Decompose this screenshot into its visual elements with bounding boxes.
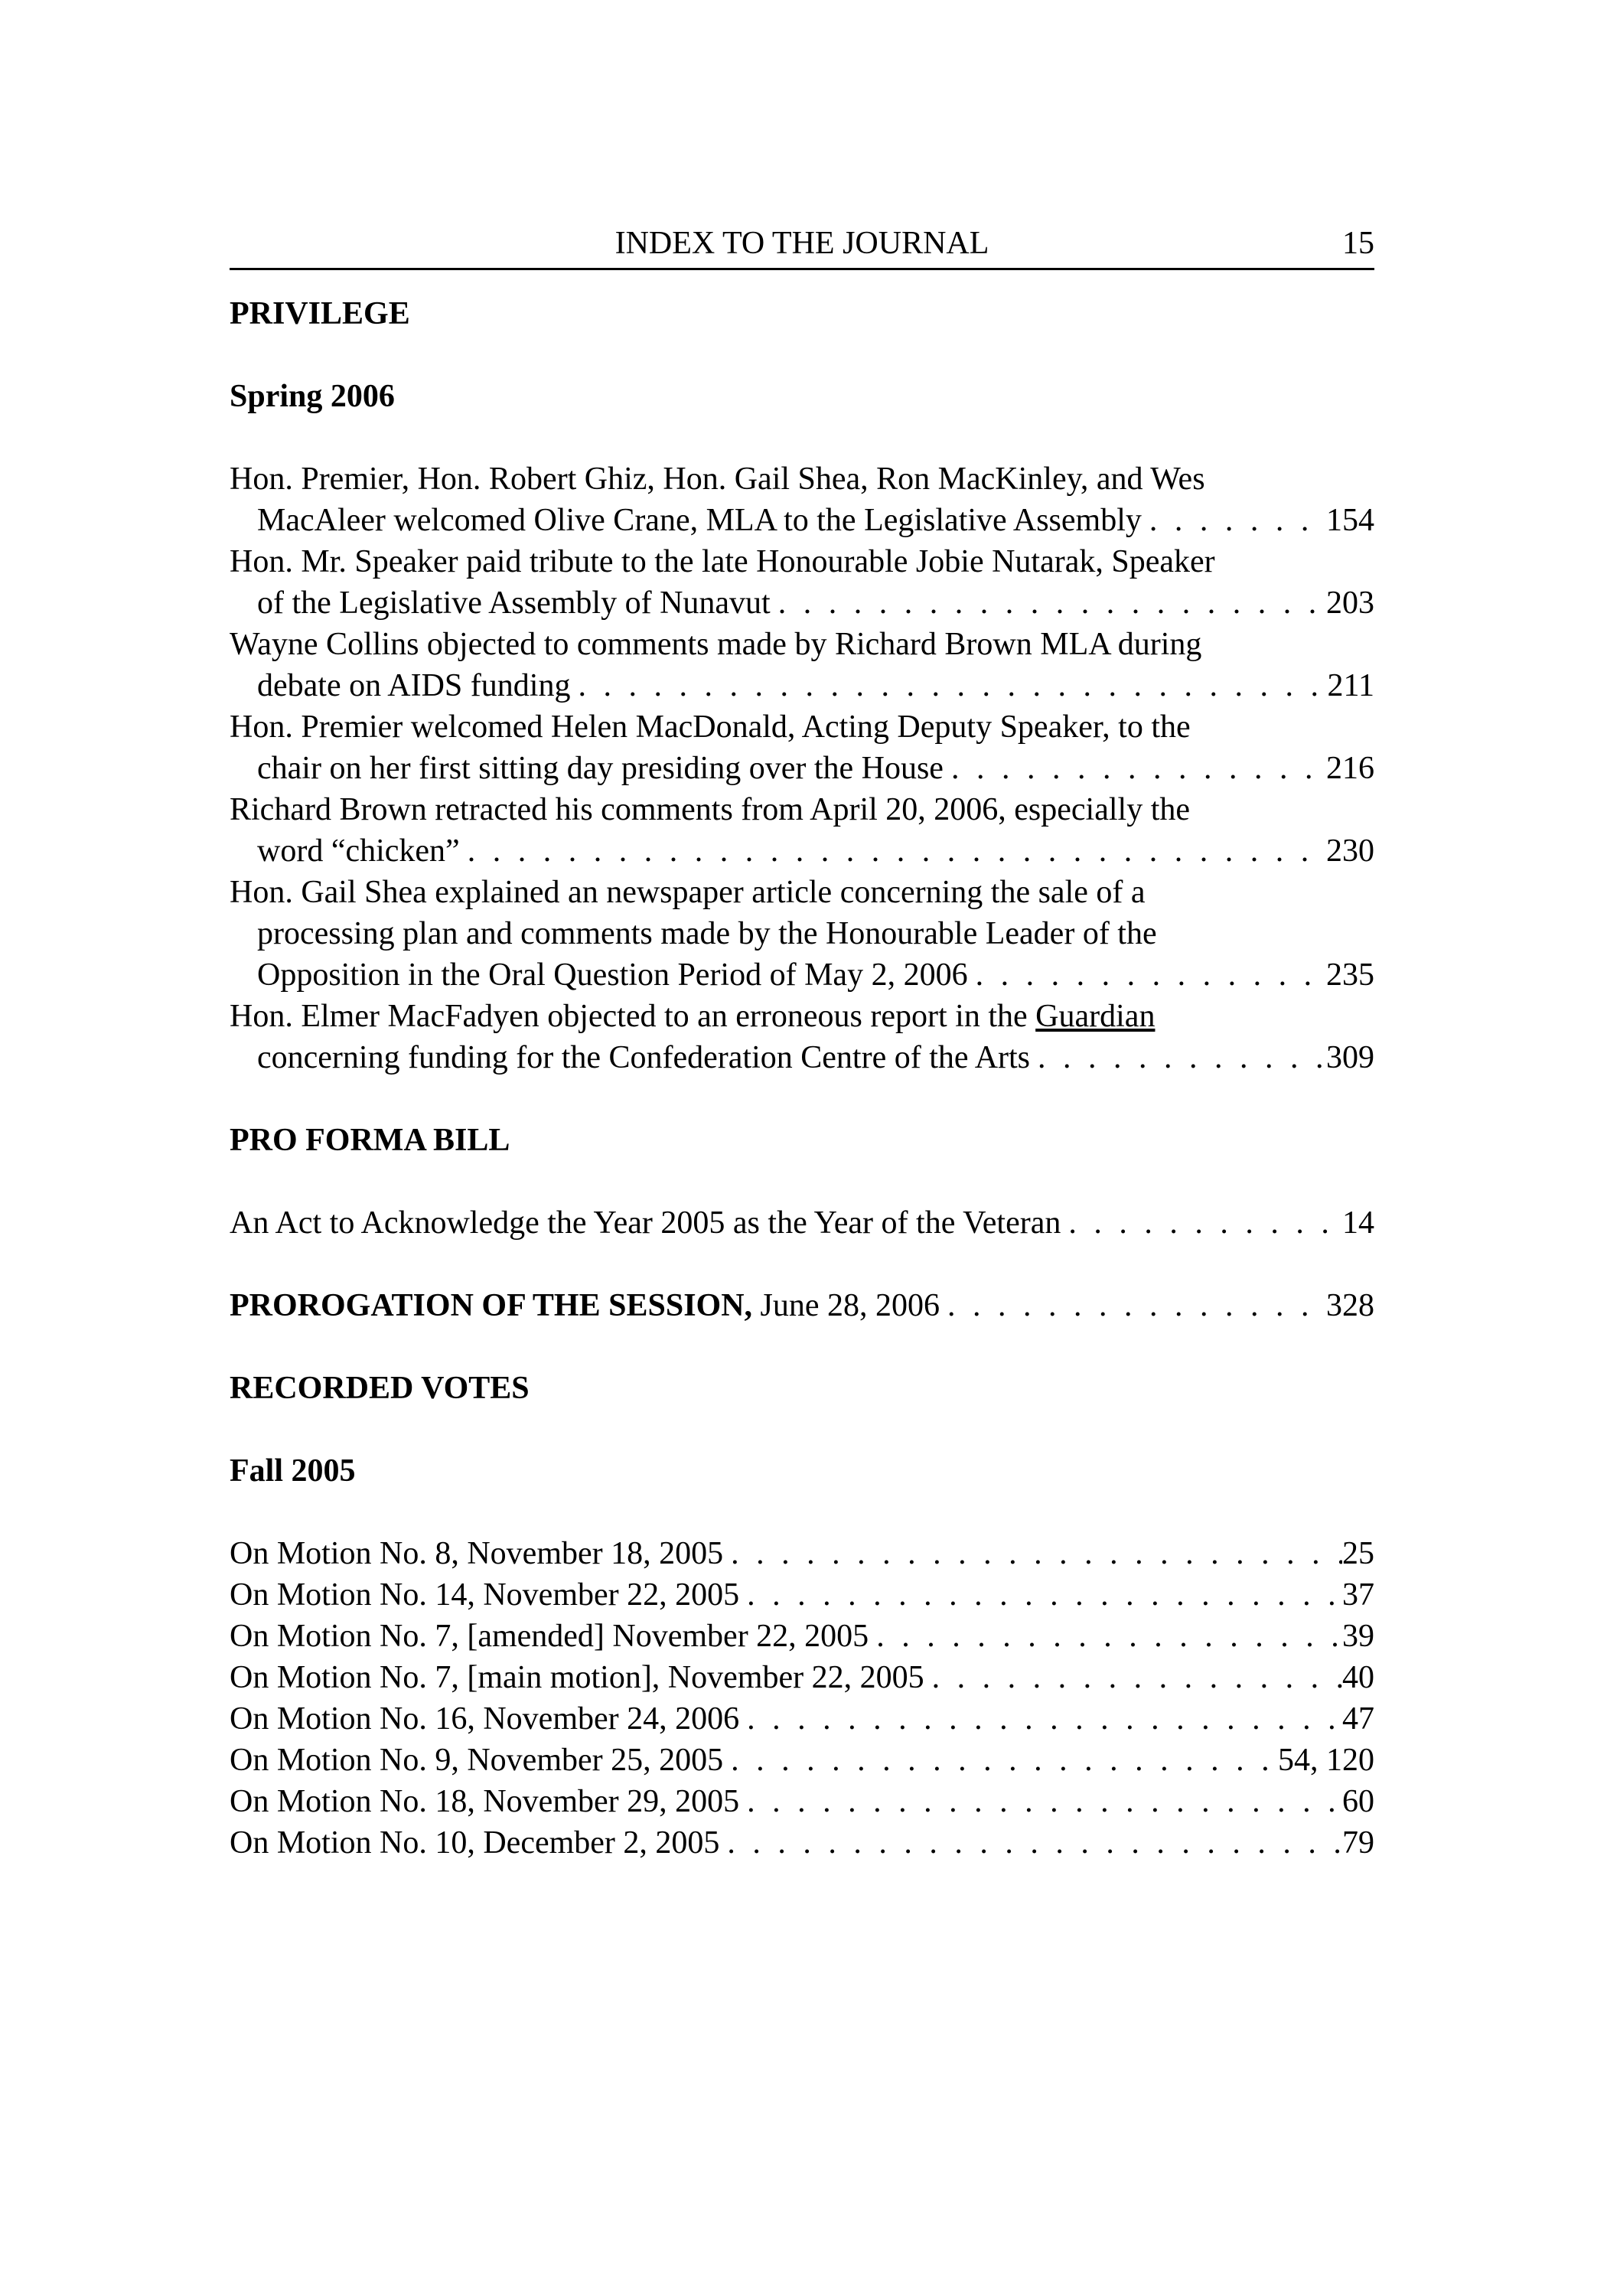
- running-header: [230, 222, 1374, 270]
- dot-leader: [739, 1781, 1342, 1822]
- dot-leader: [1142, 500, 1326, 541]
- dot-leader: [719, 1822, 1342, 1864]
- entry-page-ref: 25: [1342, 1536, 1374, 1571]
- index-entry: [230, 458, 1374, 541]
- section-heading-privilege: PRIVILEGE: [230, 296, 410, 331]
- running-title: INDEX TO THE JOURNAL: [614, 226, 989, 261]
- entry-text: debate on AIDS funding: [257, 668, 571, 703]
- guardian-title: Guardian: [1035, 999, 1156, 1034]
- entry-leader-line: [230, 500, 1374, 541]
- index-entry: [230, 1202, 1374, 1244]
- entry-leader-line: [230, 748, 1374, 789]
- subheading-fall-2005: Fall 2005: [230, 1453, 356, 1489]
- entry-text: Opposition in the Oral Question Period of May 2, 2006: [257, 957, 968, 993]
- dot-leader: [1030, 1037, 1326, 1078]
- dot-leader: [1061, 1202, 1342, 1244]
- index-page: [230, 222, 1374, 1864]
- entry-page-ref: 216: [1326, 751, 1374, 786]
- entry-page-ref: 47: [1342, 1701, 1374, 1737]
- entry-page-ref: 309: [1326, 1040, 1374, 1075]
- index-entry: [230, 1781, 1374, 1822]
- dot-leader: [460, 830, 1326, 872]
- index-entry: [230, 872, 1374, 996]
- entry-text: concerning funding for the Confederation Centre of the Arts: [257, 1040, 1031, 1075]
- dot-leader: [723, 1533, 1342, 1574]
- entry-line: Hon. Premier welcomed Helen MacDonald, Acting Deputy Speaker, to the: [230, 709, 1191, 745]
- recorded-votes-entries: [230, 1533, 1374, 1864]
- entry-text: chair on her first sitting day presiding over the House: [257, 751, 944, 786]
- entry-page-ref: 328: [1326, 1288, 1374, 1323]
- entry-page-ref: 235: [1326, 957, 1374, 993]
- entry-leader-line: [230, 582, 1374, 624]
- entry-page-ref: 37: [1342, 1577, 1374, 1613]
- entry-leader-line: [230, 1037, 1374, 1078]
- dot-leader: [739, 1698, 1342, 1740]
- entry-page-ref: 203: [1326, 585, 1374, 621]
- index-entry: [230, 996, 1374, 1078]
- entry-page-ref: 14: [1342, 1205, 1374, 1241]
- entry-line: Wayne Collins objected to comments made by Richard Brown MLA during: [230, 627, 1202, 662]
- entry-text: of the Legislative Assembly of Nunavut: [257, 585, 771, 621]
- index-entry: [230, 1657, 1374, 1698]
- entry-text: [230, 1285, 940, 1326]
- dot-leader: [924, 1657, 1342, 1698]
- entry-leader-line: [230, 665, 1374, 706]
- entry-text: Hon. Elmer MacFadyen objected to an erroneous report in the: [230, 999, 1036, 1034]
- index-entry: [230, 789, 1374, 872]
- entry-text: MacAleer welcomed Olive Crane, MLA to the Legislative Assembly: [257, 503, 1142, 538]
- index-entry: [230, 1698, 1374, 1740]
- dot-leader: [739, 1574, 1342, 1616]
- entry-line: processing plan and comments made by the Honourable Leader of the: [257, 916, 1157, 951]
- section-heading-prorogation: PROROGATION OF THE SESSION,: [230, 1288, 753, 1323]
- entry-text: On Motion No. 18, November 29, 2005: [230, 1784, 740, 1819]
- prorogation-date: June 28, 2006: [752, 1288, 940, 1323]
- entry-page-ref: 60: [1342, 1784, 1374, 1819]
- prorogation-entry: [230, 1285, 1374, 1326]
- section-heading-recorded-votes: RECORDED VOTES: [230, 1371, 530, 1406]
- entry-leader-line: [230, 830, 1374, 872]
- entry-text: On Motion No. 14, November 22, 2005: [230, 1577, 740, 1613]
- section-heading-pro-forma: PRO FORMA BILL: [230, 1123, 510, 1158]
- dot-leader: [570, 665, 1327, 706]
- entry-page-ref: 211: [1327, 668, 1374, 703]
- entry-line: Richard Brown retracted his comments from April 20, 2006, especially the: [230, 792, 1191, 827]
- dot-leader: [723, 1740, 1278, 1781]
- entry-text: An Act to Acknowledge the Year 2005 as the Year of the Veteran: [230, 1205, 1061, 1241]
- dot-leader: [771, 582, 1326, 624]
- index-entry: [230, 706, 1374, 789]
- subheading-spring-2006: Spring 2006: [230, 379, 395, 414]
- entry-page-ref: 79: [1342, 1825, 1374, 1861]
- index-entry: [230, 1533, 1374, 1574]
- entry-line: [230, 996, 1374, 1037]
- entry-line: Hon. Mr. Speaker paid tribute to the late Honourable Jobie Nutarak, Speaker: [230, 544, 1215, 579]
- entry-text: On Motion No. 10, December 2, 2005: [230, 1825, 720, 1861]
- index-entry: [230, 541, 1374, 624]
- entry-page-ref: 39: [1342, 1619, 1374, 1654]
- privilege-entries: [230, 458, 1374, 1078]
- index-entry: [230, 1740, 1374, 1781]
- entry-page-ref: 230: [1326, 833, 1374, 869]
- page-number: 15: [1342, 226, 1374, 261]
- index-entry: [230, 1822, 1374, 1864]
- entry-page-ref: 154: [1326, 503, 1374, 538]
- index-entry: [230, 624, 1374, 706]
- index-entry: [230, 1616, 1374, 1657]
- dot-leader: [869, 1616, 1342, 1657]
- dot-leader: [940, 1285, 1326, 1326]
- entry-line: Hon. Premier, Hon. Robert Ghiz, Hon. Gail Shea, Ron MacKinley, and Wes: [230, 461, 1205, 497]
- entry-text: On Motion No. 7, [main motion], November 22, 2005: [230, 1660, 924, 1695]
- entry-text: word “chicken”: [257, 833, 460, 869]
- dot-leader: [968, 954, 1326, 996]
- dot-leader: [944, 748, 1326, 789]
- entry-text: On Motion No. 8, November 18, 2005: [230, 1536, 724, 1571]
- index-entry: [230, 1574, 1374, 1616]
- entry-text: On Motion No. 9, November 25, 2005: [230, 1743, 724, 1778]
- entry-text: On Motion No. 16, November 24, 2006: [230, 1701, 740, 1737]
- entry-leader-line: [230, 954, 1374, 996]
- entry-page-ref: 40: [1342, 1660, 1374, 1695]
- entry-page-ref: 54, 120: [1278, 1743, 1374, 1778]
- entry-text: On Motion No. 7, [amended] November 22, 2005: [230, 1619, 869, 1654]
- entry-line: Hon. Gail Shea explained an newspaper article concerning the sale of a: [230, 875, 1146, 910]
